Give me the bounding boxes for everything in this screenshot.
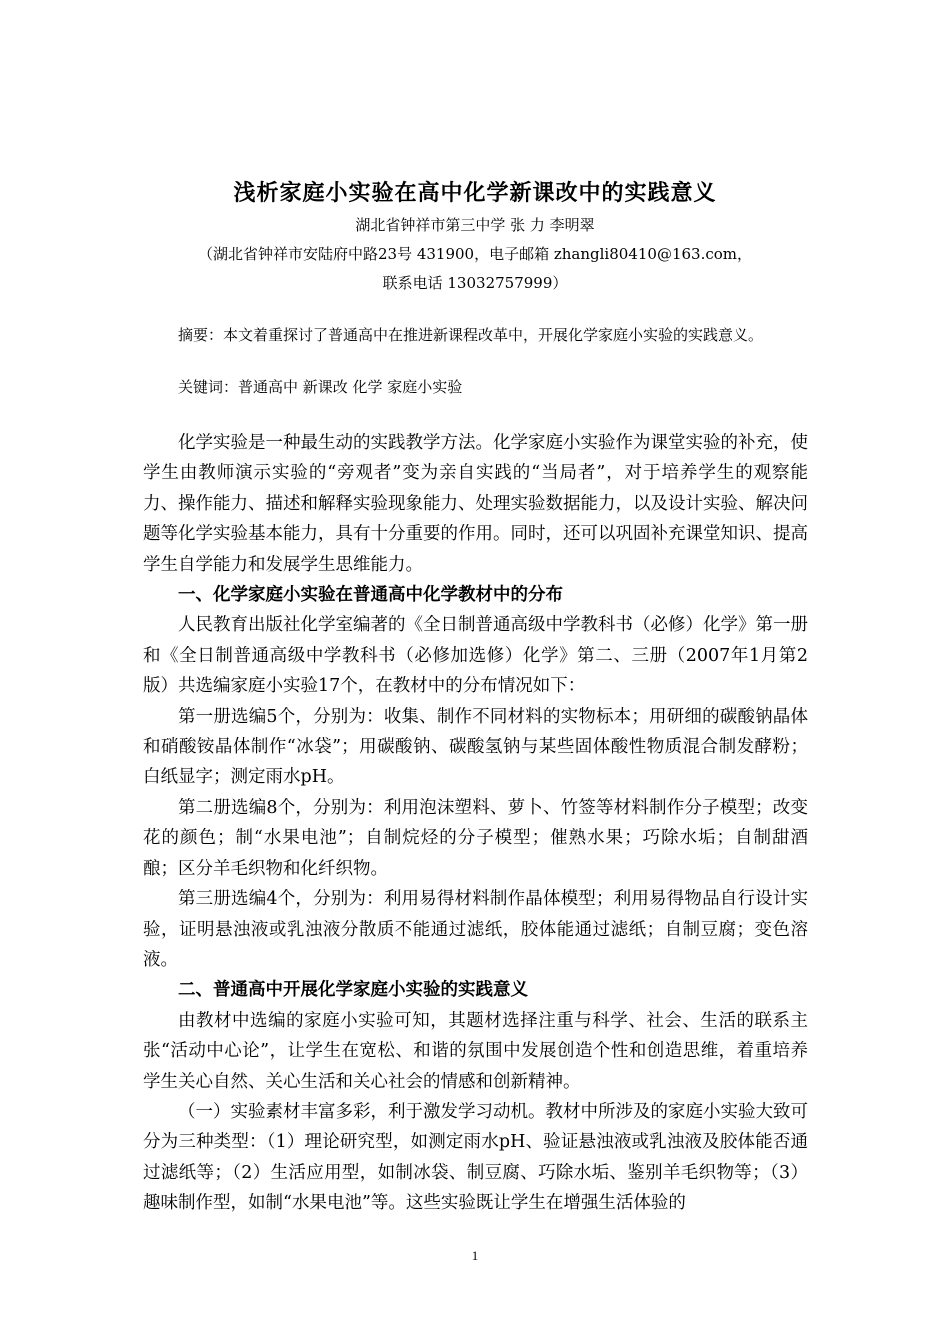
address-line-2: 联系电话 13032757999） (382, 274, 568, 292)
address-line-1: （湖北省钟祥市安陆府中路23号 431900，电子邮箱 zhangli80410@163.com， (197, 245, 753, 263)
paragraph: 人民教育出版社化学室编著的《全日制普通高级中学教科书（必修）化学》第一册和《全日制普通高级中学教科书（必修加选修）化学》第二、三册（2007年1月第2版）共选编家庭小实验17个，在教材中的分布情况如下： (143, 615, 808, 697)
abstract: 摘要：本文着重探讨了普通高中在推进新课程改革中，开展化学家庭小实验的实践意义。 (178, 326, 764, 344)
paragraph: 第三册选编4个，分别为：利用易得材料制作晶体模型；利用易得物品自行设计实验，证明悬浊液或乳浊液分散质不能通过滤纸，胶体能通过滤纸；自制豆腐；变色溶液。 (143, 889, 808, 970)
paragraph: 第一册选编5个，分别为：收集、制作不同材料的实物标本；用研细的碳酸钠晶体和硝酸铵晶体制作“冰袋”；用碳酸钠、碳酸氢钠与某些固体酸性物质混合制发酵粉；白纸显字；测定雨水pH。 (143, 706, 808, 788)
page-number: 1 (471, 1248, 479, 1263)
paragraph: 化学实验是一种最生动的实践教学方法。化学家庭小实验作为课堂实验的补充，使学生由教师演示实验的“旁观者”变为亲自实践的“当局者”，对于培养学生的观察能力、操作能力、描述和解释实验现象能力、处理实验数据能力，以及设计实验、解决问题等化学实验基本能力，具有十分重要的作用。同时，还可以巩固补充课堂知识、提高学生自学能力和发展学生思维能力。 (143, 433, 808, 575)
author-line: 湖北省钟祥市第三中学 张 力 李明翠 (355, 216, 595, 234)
keywords: 关键词：普通高中 新课改 化学 家庭小实验 (178, 378, 463, 396)
paragraph: 由教材中选编的家庭小实验可知，其题材选择注重与科学、社会、生活的联系主张“活动中心论”，让学生在宽松、和谐的氛围中发展创造个性和创造思维，着重培养学生关心自然、关心生活和关心社会的情感和创新精神。 (143, 1010, 808, 1092)
document-title: 浅析家庭小实验在高中化学新课改中的实践意义 (233, 180, 717, 206)
paragraph: 第二册选编8个，分别为：利用泡沫塑料、萝卜、竹签等材料制作分子模型；改变花的颜色；制“水果电池”；自制烷烃的分子模型；催熟水果；巧除水垢；自制甜酒酿；区分羊毛织物和化纤织物。 (143, 797, 808, 879)
section-heading: 一、化学家庭小实验在普通高中化学教材中的分布 (178, 585, 563, 606)
section-heading: 二、普通高中开展化学家庭小实验的实践意义 (178, 980, 528, 1001)
body-text (143, 428, 808, 1219)
paragraph: （一）实验素材丰富多彩，利于激发学习动机。教材中所涉及的家庭小实验大致可分为三种类型：（1）理论研究型，如测定雨水pH、验证悬浊液或乳浊液及胶体能否通过滤纸等；（2）生活应用型，如制冰袋、制豆腐、巧除水垢、鉴别羊毛织物等；（3）趣味制作型，如制“水果电池”等。这些实验既让学生在增强生活体验的 (143, 1101, 808, 1214)
